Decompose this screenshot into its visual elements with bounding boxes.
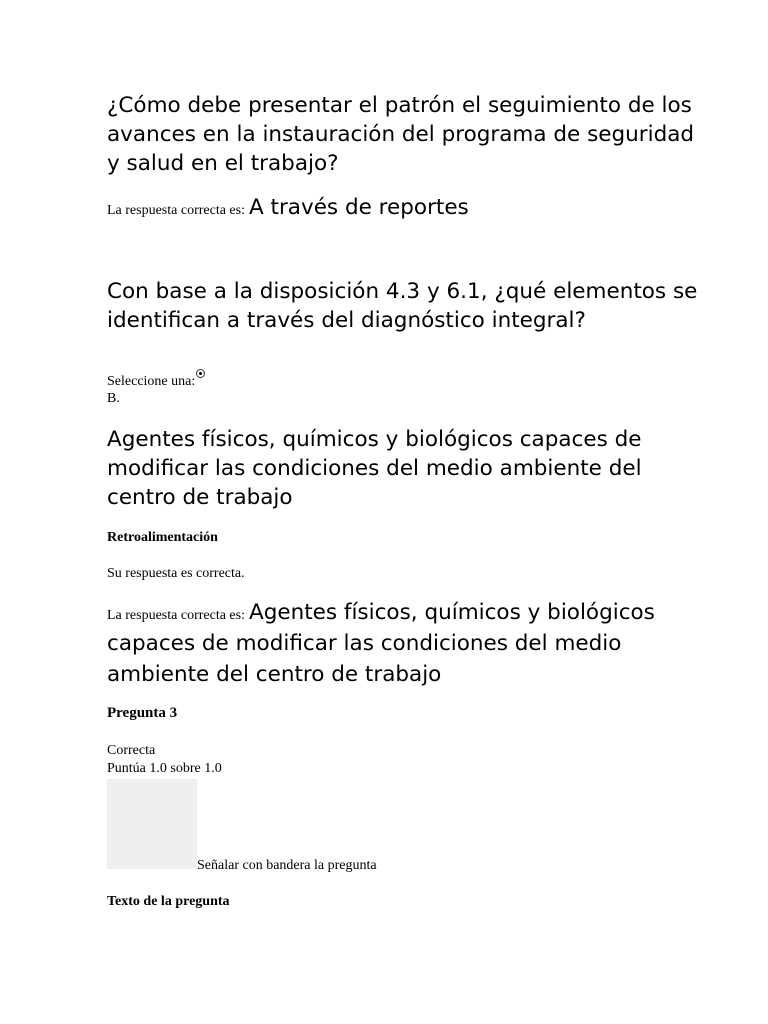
question-2-text: Con base a la disposición 4.3 y 6.1, ¿qué elementos se identifican a través del diagnóstico integral? [107, 279, 698, 333]
flag-icon[interactable] [107, 779, 197, 869]
question-status: Correcta [107, 743, 156, 758]
answer-prefix: La respuesta correcta es: [107, 203, 245, 218]
feedback-heading: Retroalimentación [107, 530, 218, 545]
question-text-heading: Texto de la pregunta [107, 894, 230, 909]
select-row [107, 373, 205, 391]
option-letter: B. [107, 391, 120, 406]
flag-question-link[interactable]: Señalar con bandera la pregunta [197, 858, 377, 873]
select-label: Seleccione una: [107, 374, 196, 389]
correct-answer: Agentes físicos, químicos y biológicos capaces de modificar las condiciones del medio ambiente del centro de trabajo [107, 600, 655, 687]
question-3-heading: Pregunta 3 [107, 705, 178, 721]
question-1-text: ¿Cómo debe presentar el patrón el seguimiento de los avances en la instauración del programa de seguridad y salud en el trabajo? [107, 93, 695, 176]
question-score: Puntúa 1.0 sobre 1.0 [107, 761, 222, 776]
answer-prefix: La respuesta correcta es: [107, 608, 245, 623]
question-2-answer [107, 598, 707, 691]
feedback-text: Su respuesta es correcta. [107, 566, 245, 581]
radio-selected-icon[interactable] [196, 369, 205, 378]
question-1-answer [107, 195, 469, 220]
option-b-text: Agentes físicos, químicos y biológicos capaces de modificar las condiciones del medio ambiente del centro de trabajo [107, 427, 642, 510]
correct-answer: A través de reportes [248, 195, 469, 220]
